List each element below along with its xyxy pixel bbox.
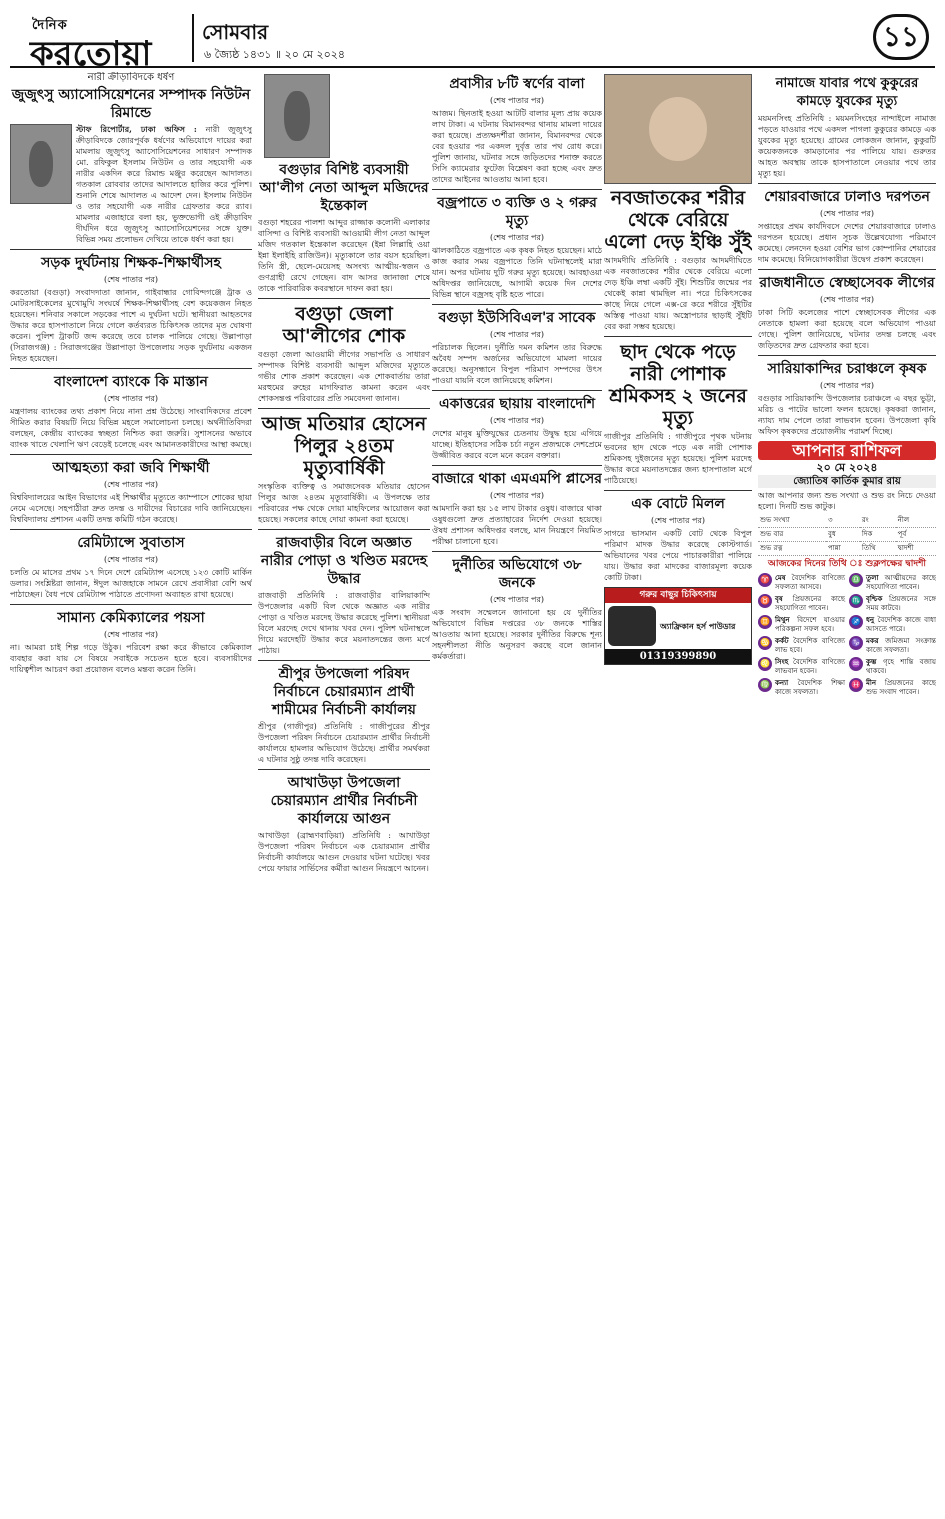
article-headline[interactable]: আখাউড়া উপজেলা চেয়ারম্যান প্রার্থীর নির্বাচনী কার্যালয়ে আগুন [270, 775, 418, 827]
zodiac-item [849, 573, 936, 592]
article-headline[interactable]: এক বোটে মিলল [631, 496, 725, 512]
obituary-photo [264, 74, 330, 158]
article-headline[interactable]: রাজধানীতে স্বেচ্ছাসেবক লীগের [759, 275, 935, 291]
zodiac-sign-icon: ♌ [758, 657, 772, 671]
zodiac-sign-name: কর্কট [775, 636, 794, 645]
horoscope-table-row [758, 542, 936, 556]
continued-label: (শেষ পাতার পর) [489, 491, 545, 500]
zodiac-forecast: কর্কট বৈদেশিক বাণিজ্যে লাভ হবে। [775, 636, 845, 654]
article-headline[interactable]: ছাদ থেকে পড়ে নারী পোশাক শ্রমিকসহ ২ জনের মৃত্যু [609, 341, 747, 429]
zodiac-sign-icon: ♎ [849, 573, 863, 587]
zodiac-item [849, 678, 936, 697]
horoscope-table-row [758, 528, 936, 542]
article-kicker: নারী ক্রীড়াবিদকে ধর্ষণ [87, 72, 175, 83]
zodiac-sign-name: মীন [866, 678, 885, 687]
masthead-divider [192, 14, 194, 62]
article-headline[interactable]: বাজারে থাকা এমএমপি প্লাসের [432, 471, 602, 487]
horoscope-subheading: আজকের দিনের তিথি ঃ শুক্লপক্ষের দ্বাদশী [768, 559, 926, 569]
zodiac-item [849, 636, 936, 655]
article-headline[interactable]: প্রবাসীর ৮টি স্বর্ণের বালা [449, 76, 585, 92]
article-headline[interactable]: সামান্য কেমিক্যালের পয়সা [57, 610, 205, 626]
article-body: সাগরে ভাসমান একটি বোট থেকে বিপুল পরিমাণ মাদক উদ্ধার করেছে কোস্টগার্ড। অভিযানের খবর পেয়ে পাচারকারীরা পালিয়ে যায়। উদ্ধার করা মাদকের বাজারমূল্য কয়েক কোটি টাকা। [604, 529, 752, 582]
zodiac-sign-icon: ♈ [758, 573, 772, 587]
article-body: করতোয়া (বগুড়া) সংবাদদাতা জানান, গাইবান্ধার গোবিন্দগঞ্জে ট্রাক ও মোটরসাইকেলের মুখোমুখি সংঘর্ষে শিক্ষক-শিক্ষার্থীসহ বেশ কয়েকজন নিহত হয়েছেন। শনিবার সকালে সড়কের পাশে এ দুর্ঘটনা ঘটে। স্থানীয়রা আহতদের উদ্ধার করে হাসপাতালে নিয়ে গেলে কর্তব্যরত চিকিৎসক তাদের মৃত ঘোষণা করেন। পুলিশ ট্রাকটি জব্দ করেছে তবে চালক পালিয়ে গেছে। উল্লাপাড়া (সিরাজগঞ্জ) : সিরাজগঞ্জের উল্লাপাড়া উপজেলায় সড়ক দুর্ঘটনায় একজন নিহত হয়েছেন। [10, 288, 252, 363]
continued-label: (শেষ পাতার পর) [103, 394, 159, 403]
article-body: রাজবাড়ী প্রতিনিধি : রাজবাড়ীর বালিয়াকান্দি উপজেলার একটি বিল থেকে অজ্ঞাত এক নারীর পোড়া ও খণ্ডিত মরদেহ উদ্ধার করেছে পুলিশ। স্থানীয়রা বিলে মরদেহ দেখে থানায় খবর দেন। পুলিশ ঘটনাস্থলে গিয়ে মরদেহটি উদ্ধার করে ময়নাতদন্তের জন্য মর্গে পাঠায়। [258, 591, 430, 655]
article-body: ময়মনসিংহ প্রতিনিধি : ময়মনসিংহের নান্দাইলে নামাজ পড়তে যাওয়ার পথে একদল পাগলা কুকুরের কামড়ে এক যুবকের মৃত্যু হয়েছে। গ্রামের লোকজন জানান, কুকুরটি কয়েকজনকে কামড়ানোর পর পালিয়ে যায়। গুরুতর আহত অবস্থায় তাকে হাসপাতালে নেওয়ার পথে তার মৃত্যু হয়। [758, 114, 936, 178]
continued-label: (শেষ পাতার পর) [819, 381, 875, 390]
article-body: বগুড়া জেলা আওয়ামী লীগের সভাপতি ও সাধারণ সম্পাদক বিশিষ্ট ব্যবসায়ী আব্দুল মজিদের মৃত্যুতে গভীর শোক প্রকাশ করেছেন। এক শোকবার্তায় তারা মরহুমের রুহের মাগফিরাত কামনা করেন এবং শোকসন্তপ্ত পরিবারের প্রতি সমবেদনা জানান। [258, 350, 430, 403]
article-body: নারী জুজুৎসু ক্রীড়াবিদকে জোরপূর্বক ধর্ষণের অভিযোগে দায়ের করা মামলায় জুজুৎসু অ্যাসোসিয়েশনের সাধারণ সম্পাদক মো. রফিকুল ইসলাম নিউটন ও তার সহযোগী এক নারীর একদিন করে রিমান্ড মঞ্জুর করেছেন আদালত। গতকাল রোববার তাদের আদালতে হাজির করে পুলিশ। শুনানি শেষে আদালত এ আদেশ দেন। ইসলাম নিউটন ও তার সহযোগী এক নারীর গ্রেফতার করে র‌্যাব। মামলার এজাহারে বলা হয়, ভুক্তভোগী ওই ক্রীড়াবিদ দীর্ঘদিন ধরে জুজুৎসু অ্যাসোসিয়েশনের সঙ্গে যুক্ত। বিভিন্ন সময় প্রলোভন দেখিয়ে তাকে ধর্ষণ করা হয়। [76, 125, 252, 244]
horoscope-table [758, 514, 936, 556]
article-body: পরিচালক ছিলেন। দুর্নীতি দমন কমিশন তার বিরুদ্ধে অবৈধ সম্পদ অর্জনের অভিযোগে মামলা দায়ের করেছে। অনুসন্ধানে বিপুল পরিমাণ সম্পদের উৎস পাওয়া যায়নি বলে জানিয়েছে কমিশন। [432, 343, 602, 385]
zodiac-sign-name: সিংহ [775, 657, 793, 666]
page-number: ১১ [873, 14, 929, 60]
horoscope-table-cell: বুধ [826, 528, 860, 542]
zodiac-forecast: ধনু বৈদেশিক কাজে বাধা আসতে পারে। [866, 615, 936, 633]
publication-date: ৬ জ্যৈষ্ঠ ১৪৩১ ॥ ২০ মে ২০২৪ [204, 48, 346, 61]
zodiac-sign-icon: ♍ [758, 678, 772, 692]
article-headline[interactable]: রাজবাড়ীর বিলে অজ্ঞাত নারীর পোড়া ও খণ্ডিত মরদেহ উদ্ধার [260, 535, 428, 587]
continued-label: (শেষ পাতার পর) [489, 96, 545, 105]
article-body: গাজীপুর প্রতিনিধি : গাজীপুরে পৃথক ঘটনায় ভবনের ছাদ থেকে পড়ে এক নারী পোশাক শ্রমিকসহ দুইজনের মৃত্যু হয়েছে। পুলিশ মরদেহ উদ্ধার করে ময়নাতদন্তের জন্য হাসপাতাল মর্গে পাঠিয়েছে। [604, 432, 752, 485]
article-headline[interactable]: বাংলাদেশ ব্যাংকে কি মাস্তান [54, 374, 208, 390]
zodiac-forecast: তুলা আত্মীয়দের কাছে সহযোগিতা পাবেন। [866, 573, 936, 591]
horoscope-intro: আজ আপনার জন্য শুভ সংখ্যা ও শুভ রং নিচে দেওয়া হলো। দিনটি শুভ কাটুক। [758, 491, 936, 511]
column-2 [258, 72, 430, 1512]
article-body: এক সংবাদ সম্মেলনে জানানো হয় যে দুর্নীতির অভিযোগে বিভিন্ন দপ্তরের ৩৮ জনকে শাস্তির আওতায় আনা হয়েছে। সরকার দুর্নীতির বিরুদ্ধে শূন্য সহনশীলতা নীতি অনুসরণ করছে বলে জানান কর্মকর্তারা। [432, 608, 602, 661]
horoscope-table-cell: শুভ বার [758, 528, 826, 542]
article-headline[interactable]: বজ্রপাতে ৩ ব্যক্তি ও ২ গরুর মৃত্যু [437, 195, 597, 229]
zodiac-forecast: মীন প্রিয়জনের কাছে শুভ সংবাদ পাবেন। [866, 678, 936, 696]
article-headline[interactable]: জুজুৎসু অ্যাসোসিয়েশনের সম্পাদক নিউটন রিমান্ডে [11, 87, 251, 121]
zodiac-sign-name: তুলা [866, 573, 885, 582]
article-headline[interactable]: শ্রীপুর উপজেলা পরিষদ নির্বাচনে চেয়ারম্যান প্রার্থী শামীমের নির্বাচনী কার্যালয় [272, 666, 416, 718]
publication-day: সোমবার [202, 20, 269, 44]
article-body: না। আমরা চাই শিল্প গড়ে উঠুক। পরিবেশ রক্ষা করে কীভাবে কেমিক্যাল ব্যবহার করা যায় সে বিষয়ে সবাইকে সচেতন হতে হবে। ব্যবসায়ীদের দায়িত্বশীল আচরণ করা প্রয়োজন বলেও মন্তব্য করেন তিনি। [10, 643, 252, 674]
zodiac-item [849, 657, 936, 676]
horoscope-date: ২০ মে ২০২৪ [816, 461, 878, 474]
continued-label: (শেষ পাতার পর) [489, 330, 545, 339]
article-headline[interactable]: আত্মহত্যা করা জবি শিক্ষার্থী [52, 460, 210, 476]
zodiac-sign-name: কুম্ভ [866, 657, 883, 666]
logo-prefix: দৈনিক [32, 18, 68, 33]
article-body: দেশের মানুষ মুক্তিযুদ্ধের চেতনায় উদ্বুদ্ধ হয়ে এগিয়ে যাচ্ছে। ইতিহাসের সঠিক চর্চা নতুন প্রজন্মকে দেশপ্রেমে উজ্জীবিত করবে বলে মনে করেন বক্তারা। [432, 429, 602, 460]
zodiac-forecast: বৃষ প্রিয়জনের কাছে সহযোগিতা পাবেন। [775, 594, 845, 612]
zodiac-item [758, 657, 845, 676]
zodiac-item [849, 594, 936, 613]
article-body: ঝালকাঠিতে বজ্রপাতে এক কৃষক নিহত হয়েছেন। মাঠে কাজ করার সময় বজ্রপাতে তিনি ঘটনাস্থলেই মারা যান। অপর ঘটনায় দুটি গরুর মৃত্যু হয়েছে। আবহাওয়া অধিদপ্তর জানিয়েছে, আগামী কয়েক দিন দেশের বিভিন্ন স্থানে বজ্রসহ বৃষ্টি হতে পারে। [432, 246, 602, 299]
article-body: বগুড়া শহরের পালশা আব্দুর রাজ্জাক কলোনী এলাকার বাসিন্দা ও বিশিষ্ট ব্যবসায়ী আওয়ামী লীগ নেতা আব্দুল মজিদ গতকাল ইন্তেকাল করেছেন (ইন্না লিল্লাহি ওয়া ইন্না ইলাইহি রাজিউন)। মৃত্যুকালে তার বয়স হয়েছিল। তিনি স্ত্রী, ছেলে-মেয়েসহ অসংখ্য আত্মীয়-স্বজন ও গুণগ্রাহী রেখে গেছেন। বাদ আসর জানাজা শেষে তাকে পারিবারিক কবরস্থানে দাফন করা হয়। [258, 218, 430, 293]
masthead [10, 6, 935, 74]
article-headline[interactable]: বগুড়া জেলা আ'লীগের শোক [282, 303, 406, 347]
horoscope-author: জ্যোতিষ কার্তিক কুমার রায় [758, 475, 936, 488]
newspaper-logo: করতোয়া [30, 34, 152, 74]
horoscope-table-cell: দ্বাদশী [896, 542, 936, 556]
horse-icon [608, 606, 656, 646]
zodiac-sign-name: মকর [866, 636, 886, 645]
continued-label: (শেষ পাতার পর) [103, 555, 159, 564]
continued-label: (শেষ পাতার পর) [819, 295, 875, 304]
continued-label: (শেষ পাতার পর) [103, 480, 159, 489]
article-body: বগুড়ার সারিয়াকান্দি উপজেলার চরাঞ্চলে এ বছর ভুট্টা, মরিচ ও পাটের ভালো ফলন হয়েছে। কৃষকরা জানান, ন্যায্য দাম পেলে তারা লাভবান হবেন। উপজেলা কৃষি অফিস কৃষকদের প্রয়োজনীয় পরামর্শ দিচ্ছে। [758, 394, 936, 436]
article-headline[interactable]: বগুড়া ইউসিবিএল'র সাবেক [438, 310, 596, 326]
article-body: শ্রীপুর (গাজীপুর) প্রতিনিধি : গাজীপুরের শ্রীপুর উপজেলা পরিষদ নির্বাচনে চেয়ারম্যান প্রার্থীর নির্বাচনী কার্যালয়ে হামলার অভিযোগ উঠেছে। প্রার্থীর সমর্থকরা এ ঘটনার সুষ্ঠু তদন্ত দাবি করেছেন। [258, 722, 430, 764]
zodiac-item [758, 594, 845, 613]
article-headline[interactable]: বগুড়ার বিশিষ্ট ব্যবসায়ী আ'লীগ নেতা আব্দুল মজিদের ইন্তেকাল [259, 162, 429, 214]
zodiac-item [758, 678, 845, 697]
horoscope-table-cell: দিক [860, 528, 896, 542]
continued-label: (শেষ পাতার পর) [489, 233, 545, 242]
horoscope-table-cell: শুভ রত্ন [758, 542, 826, 556]
zodiac-sign-name: ধনু [866, 615, 878, 624]
horoscope-table-cell: পান্না [826, 542, 860, 556]
zodiac-sign-icon: ♏ [849, 594, 863, 608]
article-headline[interactable]: নবজাতকের শরীর থেকে বেরিয়ে এলো দেড় ইঞ্চি সুঁই [604, 187, 752, 253]
article-body: আজম। ছিনতাই হওয়া আটটি বালার মূল্য প্রায় কয়েক লাখ টাকা। এ ঘটনায় বিমানবন্দর থানায় মামলা দায়ের করা হয়েছে। প্রত্যক্ষদর্শীরা জানান, বিমানবন্দর থেকে বের হওয়ার পর একদল দুর্বৃত্ত তার পথ রোধ করে। পুলিশ জানায়, ঘটনার সঙ্গে জড়িতদের শনাক্ত করতে সিসি ক্যামেরার ফুটেজ বিশ্লেষণ করা হচ্ছে এবং দ্রুত তাদের আইনের আওতায় আনা হবে। [432, 109, 602, 184]
article-body: আমদানি করা হয় ১৫ লাখ টাকার ওষুধ। বাজারে থাকা ওষুধগুলো দ্রুত প্রত্যাহারের নির্দেশ দেওয়া হয়েছে। ঔষধ প্রশাসন অধিদপ্তর বলছে, মান নিয়ন্ত্রণে নিয়মিত পরীক্ষা চালানো হবে। [432, 504, 602, 546]
article-headline[interactable]: সড়ক দুর্ঘটনায় শিক্ষক-শিক্ষার্থীসহ [41, 255, 221, 271]
zodiac-sign-icon: ♑ [849, 636, 863, 650]
zodiac-sign-icon: ♉ [758, 594, 772, 608]
continued-label: (শেষ পাতার পর) [103, 630, 159, 639]
article-body: আখাউড়া (ব্রাহ্মণবাড়িয়া) প্রতিনিধি : আখাউড়া উপজেলা পরিষদ নির্বাচনে এক চেয়ারম্যান প্রার্থীর নির্বাচনী কার্যালয়ে আগুন দেওয়ার ঘটনা ঘটেছে। খবর পেয়ে ফায়ার সার্ভিসের কর্মীরা আগুন নিয়ন্ত্রণে আনেন। [258, 831, 430, 873]
zodiac-sign-name: মিথুন [775, 615, 798, 624]
horoscope-table-cell: শুভ সংখ্যা [758, 514, 826, 528]
article-body: সংস্কৃতিক ব্যক্তিত্ব ও সমাজসেবক মতিয়ার হোসেন পিলুর আজ ২৪তম মৃত্যুবার্ষিকী। এ উপলক্ষে তার পরিবারের পক্ষ থেকে দোয়া মাহফিলের আয়োজন করা হয়েছে। সকলের কাছে দোয়া কামনা করা হয়েছে। [258, 482, 430, 524]
zodiac-sign-icon: ♒ [849, 657, 863, 671]
article-headline[interactable]: দুর্নীতির অভিযোগে ৩৮ জনকে [452, 557, 582, 591]
horoscope-table-cell: তিথি [860, 542, 896, 556]
article-body: আদমদীঘি প্রতিনিধি : বগুড়ার আদমদীঘিতে এক নবজাতকের শরীর থেকে বেরিয়ে এলো দেড় ইঞ্চি লম্বা একটি সুঁই। শিশুটির জন্মের পর থেকেই কান্না থামছিল না। পরে চিকিৎসকের কাছে নিয়ে গেলে এক্স-রে করে শরীরে সুঁইটির অস্তিত্ব পাওয়া যায়। অস্ত্রোপচার ছাড়াই সুঁইটি বের করা সম্ভব হয়েছে। [604, 256, 752, 331]
column-3 [432, 72, 602, 1512]
horoscope-table-cell: নীল [896, 514, 936, 528]
newborn-photo [604, 74, 752, 184]
horoscope-table-row [758, 514, 936, 528]
zodiac-sign-name: মেষ [775, 573, 792, 582]
zodiac-forecast: সিংহ বৈদেশিক বাণিজ্যে লাভবান হবেন। [775, 657, 845, 675]
article-body: সপ্তাহের প্রথম কার্যদিবসে দেশের শেয়ারবাজারে ঢালাও দরপতন হয়েছে। প্রধান সূচক উল্লেখযোগ্য পরিমাণে কমেছে। লেনদেন হওয়া বেশির ভাগ কোম্পানির শেয়ারের দাম কমেছে। বিনিয়োগকারীরা উদ্বেগ প্রকাশ করেছেন। [758, 222, 936, 264]
zodiac-forecast: মেষ বৈদেশিক বাণিজ্যে সফলতা আসবে। [775, 573, 845, 591]
ad-product-name: অ্যাফ্রিকান হর্স পাউডার [660, 620, 736, 631]
zodiac-sign-name: বৃশ্চিক [866, 594, 890, 603]
zodiac-forecast: কন্যা বৈদেশিক শিক্ষা কাজে সফলতা। [775, 678, 845, 696]
horoscope-table-cell: ৩ [826, 514, 860, 528]
zodiac-forecast: বৃশ্চিক প্রিয়জনের সঙ্গে সময় কাটবে। [866, 594, 936, 612]
continued-label: (শেষ পাতার পর) [489, 416, 545, 425]
horoscope-table-cell: রং [860, 514, 896, 528]
zodiac-sign-name: বৃষ [775, 594, 793, 603]
zodiac-grid [758, 573, 936, 697]
zodiac-sign-icon: ♊ [758, 615, 772, 629]
continued-label: (শেষ পাতার পর) [489, 595, 545, 604]
article-headline[interactable]: সারিয়াকান্দির চরাঞ্চলে কৃষক [767, 361, 927, 377]
article-headline[interactable]: নামাজে যাবার পথে কুকুরের কামড়ে যুবকের মৃত্যু [775, 76, 919, 109]
advertisement[interactable] [604, 587, 752, 665]
zodiac-item [758, 615, 845, 634]
article-body: বিশ্ববিদ্যালয়ের আইন বিভাগের এই শিক্ষার্থীর মৃত্যুতে ক্যাম্পাসে শোকের ছায়া নেমে এসেছে। সহপাঠীরা দ্রুত তদন্ত ও দায়ীদের বিচারের দাবি জানিয়েছেন। বিশ্ববিদ্যালয় প্রশাসন একটি তদন্ত কমিটি গঠন করেছে। [10, 493, 252, 524]
portrait-photo [10, 124, 72, 204]
article-headline[interactable]: শেয়ারবাজারে ঢালাও দরপতন [764, 189, 930, 205]
zodiac-sign-icon: ♐ [849, 615, 863, 629]
ad-headline: গরুর বাছুর চিকিৎসায় [605, 588, 751, 603]
zodiac-forecast: মকর জমিজমা সংক্রান্ত কাজে সফলতা। [866, 636, 936, 654]
zodiac-sign-name: কন্যা [775, 678, 798, 687]
continued-label: (শেষ পাতার পর) [650, 516, 706, 525]
article-body: চলতি মে মাসের প্রথম ১৭ দিনে দেশে রেমিট্যান্স এসেছে ১২৩ কোটি মার্কিন ডলার। সংশ্লিষ্টরা জানান, ঈদুল আজহাকে সামনে রেখে প্রবাসীরা বেশি অর্থ পাঠাচ্ছেন। বৈধ পথে রেমিট্যান্স পাঠাতে প্রণোদনা অব্যাহত রাখা হয়েছে। [10, 568, 252, 599]
continued-label: (শেষ পাতার পর) [103, 275, 159, 284]
zodiac-item [758, 573, 845, 592]
horoscope-table-cell: পূর্ব [896, 528, 936, 542]
zodiac-sign-icon: ♓ [849, 678, 863, 692]
column-1 [10, 72, 252, 1512]
zodiac-item [849, 615, 936, 634]
zodiac-item [758, 636, 845, 655]
continued-label: (শেষ পাতার পর) [819, 209, 875, 218]
ad-phone-number: 01319399890 [605, 649, 751, 664]
zodiac-forecast: কুম্ভ গৃহে শান্তি বজায় থাকবে। [866, 657, 936, 675]
zodiac-sign-icon: ♋ [758, 636, 772, 650]
horoscope-title: আপনার রাশিফল [758, 441, 936, 460]
column-4 [604, 72, 752, 1512]
article-headline[interactable]: রেমিট্যান্সে সুবাতাস [77, 535, 185, 551]
column-5 [758, 72, 936, 1512]
article-byline: স্টাফ রিপোর্টার, ঢাকা অফিস : [76, 124, 197, 134]
article-headline[interactable]: একাত্তরের ছায়ায় বাংলাদেশি [438, 396, 596, 412]
article-headline[interactable]: আজ মতিয়ার হোসেন পিলুর ২৪তম মৃত্যুবার্ষিকী [261, 413, 427, 479]
zodiac-forecast: মিথুন বিদেশে যাওয়ার পরিকল্পনা সফল হবে। [775, 615, 845, 633]
article-body: মন্ত্রণালয় ব্যাংকের তথ্য প্রকাশ নিয়ে নানা প্রশ্ন উঠেছে। সাংবাদিকদের প্রবেশ সীমিত করার বিষয়টি নিয়ে বিভিন্ন মহলে সমালোচনা চলছে। অর্থনীতিবিদরা বলছেন, কেন্দ্রীয় ব্যাংকের স্বচ্ছতা নিশ্চিত করা জরুরি। সুশাসনের অভাবে ব্যাংক খাতে খেলাপি ঋণ বেড়েই চলেছে এবং আমানতকারীদের আস্থা কমছে। [10, 407, 252, 449]
article-body: ঢাকা সিটি কলেজের পাশে স্বেচ্ছাসেবক লীগের এক নেতাকে হামলা করা হয়েছে বলে অভিযোগ পাওয়া গেছে। পুলিশ জানিয়েছে, ঘটনার তদন্ত চলছে এবং জড়িতদের দ্রুত গ্রেফতার করা হবে। [758, 308, 936, 350]
